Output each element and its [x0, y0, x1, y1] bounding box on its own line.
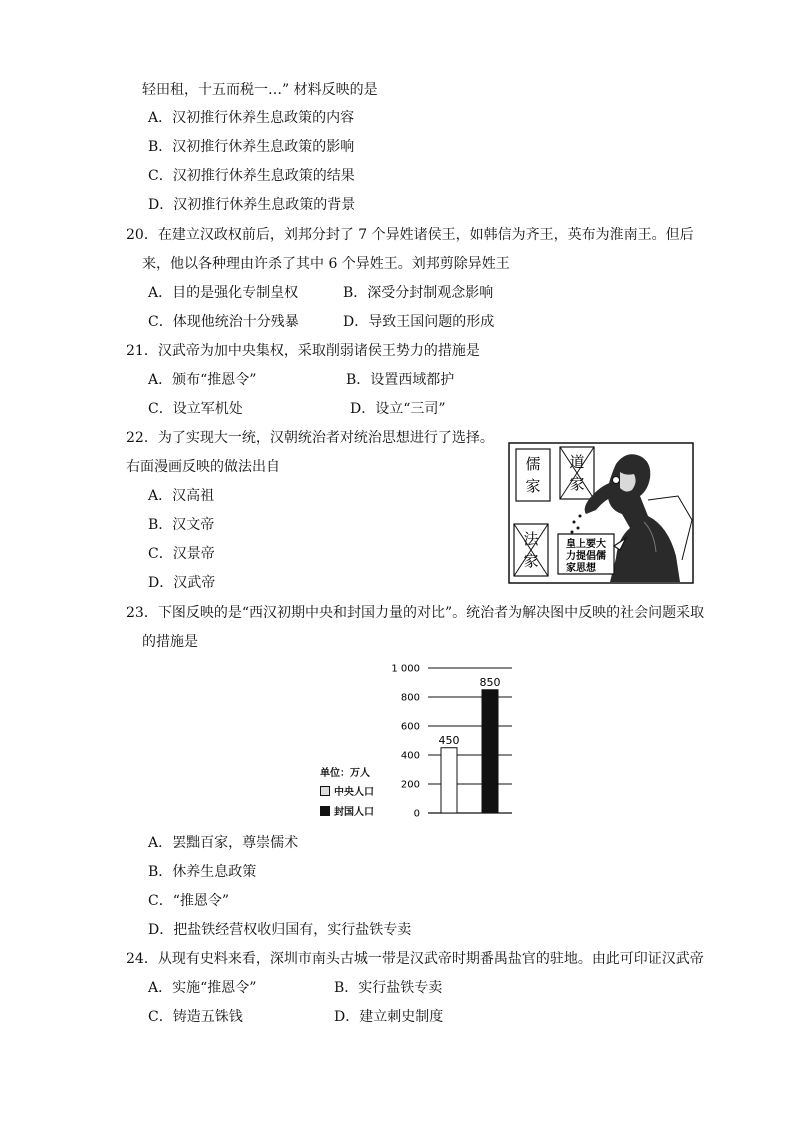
- y-tick-label: 800: [400, 692, 420, 704]
- speech-line-3: 家思想: [566, 563, 596, 574]
- speech-line-1: 皇上要大: [566, 539, 606, 550]
- q22-option-c[interactable]: C．汉景帝: [148, 546, 215, 562]
- q22-option-b[interactable]: B．汉文帝: [148, 517, 215, 533]
- q22-option-a[interactable]: A．汉高祖: [148, 488, 215, 504]
- speech-line-2: 力提倡儒: [566, 551, 606, 562]
- q21-option-b[interactable]: B．设置西域都护: [346, 372, 455, 388]
- q24-stem: 24．从现有史料来看，深圳市南头古城一带是汉武帝时期番禺盐官的驻地。由此可印证汉武帝: [126, 951, 704, 967]
- bar-central: [441, 748, 457, 813]
- fa-char-1: 法: [523, 530, 539, 548]
- q20-option-b[interactable]: B．深受分封制观念影响: [343, 285, 494, 301]
- q20-option-c[interactable]: C．体现他统治十分残暴: [148, 314, 299, 330]
- q23-option-c[interactable]: C．“推恩令”: [148, 893, 230, 909]
- q23-option-a[interactable]: A．罢黜百家，尊崇儒术: [148, 835, 299, 851]
- q20-option-a[interactable]: A．目的是强化专制皇权: [148, 285, 299, 301]
- y-tick-label: 600: [400, 721, 420, 733]
- q20-stem-line2: 来，他以各种理由许杀了其中 6 个异姓王。刘邦剪除异姓王: [142, 256, 510, 272]
- q19-option-b[interactable]: B．汉初推行休养生息政策的影响: [148, 139, 355, 155]
- q20-stem-line1: 20．在建立汉政权前后，刘邦分封了 7 个异姓诸侯王，如韩信为齐王，英布为淮南王。但后: [126, 227, 694, 243]
- y-tick-label: 0: [413, 808, 420, 820]
- y-tick-label: 400: [400, 750, 420, 762]
- ru-char-1: 儒: [525, 455, 541, 473]
- q19-stem-tail: 轻田租，十五而税一…” 材料反映的是: [142, 82, 378, 98]
- q23-stem-line2: 的措施是: [142, 634, 198, 650]
- fa-char-2: 家: [523, 552, 539, 570]
- q22-stem-line1: 22．为了实现大一统，汉朝统治者对统治思想进行了选择。: [126, 430, 494, 446]
- dao-char-1: 道: [569, 453, 585, 471]
- population-chart: [310, 660, 530, 825]
- q24-option-a[interactable]: A．实施“推恩令”: [148, 980, 257, 996]
- q22-stem-line2: 右面漫画反映的做法出自: [126, 459, 280, 475]
- q24-option-d[interactable]: D．建立刺史制度: [334, 1009, 444, 1025]
- q23-option-b[interactable]: B．休养生息政策: [148, 864, 257, 880]
- q20-option-d[interactable]: D．导致王国问题的形成: [343, 314, 495, 330]
- legend-item-fiefdom: [320, 803, 374, 818]
- q19-option-d[interactable]: D．汉初推行休养生息政策的背景: [148, 197, 356, 213]
- q21-option-c[interactable]: C．设立军机处: [148, 401, 243, 417]
- ru-char-2: 家: [525, 477, 541, 495]
- q24-option-c[interactable]: C．铸造五铢钱: [148, 1009, 243, 1025]
- data-label-fiefdom: 850: [479, 675, 501, 689]
- legend-label-central: 中央人口: [334, 787, 374, 798]
- y-tick-label: 200: [400, 779, 420, 791]
- q23-option-d[interactable]: D．把盐铁经营权收归国有，实行盐铁专卖: [148, 922, 412, 938]
- legend-swatch-fiefdom: [320, 806, 330, 816]
- data-label-central: 450: [438, 733, 460, 747]
- q21-stem: 21．汉武帝为加中央集权，采取削弱诸侯王势力的措施是: [126, 343, 480, 359]
- q24-option-b[interactable]: B．实行盐铁专卖: [334, 980, 443, 996]
- legend-label-fiefdom: 封国人口: [334, 807, 374, 818]
- dao-char-2: 家: [569, 475, 585, 493]
- legend-item-central: [320, 783, 374, 798]
- legend-swatch-central: [320, 786, 330, 796]
- cartoon-figure: [508, 442, 694, 584]
- q19-option-c[interactable]: C．汉初推行休养生息政策的结果: [148, 168, 355, 184]
- chart-unit-label: 单位：万人: [320, 768, 370, 779]
- q19-option-a[interactable]: A．汉初推行休养生息政策的内容: [148, 110, 355, 126]
- q23-stem-line1: 23．下图反映的是“西汉初期中央和封国力量的对比”。统治者为解决图中反映的社会问题采取: [126, 605, 705, 621]
- q21-option-d[interactable]: D．设立“三司”: [350, 401, 446, 417]
- y-tick-label: 1 000: [391, 663, 420, 675]
- q21-option-a[interactable]: A．颁布“推恩令”: [148, 372, 257, 388]
- bar-fiefdom: [482, 690, 498, 813]
- q22-option-d[interactable]: D．汉武帝: [148, 575, 216, 591]
